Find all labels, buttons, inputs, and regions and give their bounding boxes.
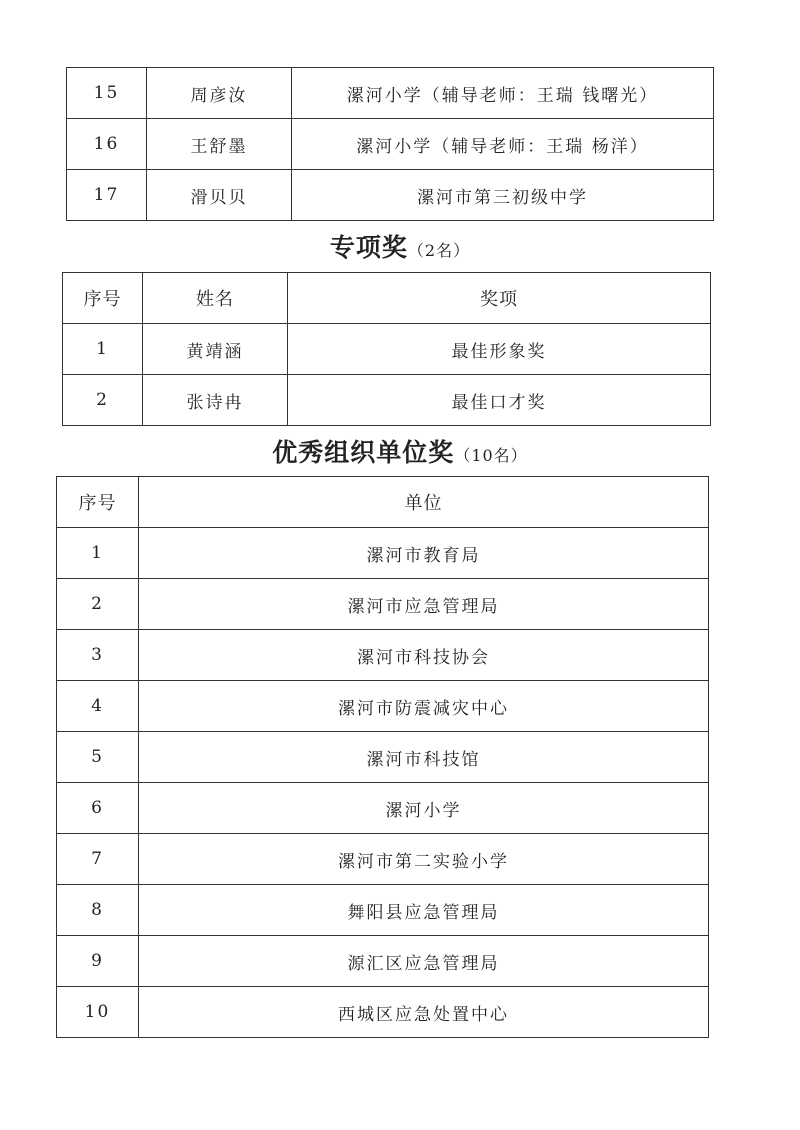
table-row <box>57 579 709 630</box>
organization-name: 舞阳县应急管理局 <box>139 885 709 936</box>
organization-award-heading <box>0 433 800 469</box>
row-number: 5 <box>57 732 139 783</box>
student-name: 周彦汝 <box>147 68 292 119</box>
header-name: 姓名 <box>143 273 288 324</box>
organization-name: 漯河市科技馆 <box>139 732 709 783</box>
table-row <box>57 732 709 783</box>
header-unit: 单位 <box>139 477 709 528</box>
row-number: 17 <box>67 170 147 221</box>
table-row <box>57 681 709 732</box>
table-row <box>57 834 709 885</box>
section-title: 专项奖 <box>329 233 408 262</box>
row-number: 1 <box>63 324 143 375</box>
row-number: 4 <box>57 681 139 732</box>
table-row <box>63 375 711 426</box>
student-name: 王舒墨 <box>147 119 292 170</box>
table-row <box>57 630 709 681</box>
organization-name: 漯河市科技协会 <box>139 630 709 681</box>
table-row <box>67 170 714 221</box>
row-number: 8 <box>57 885 139 936</box>
row-number: 16 <box>67 119 147 170</box>
organization-name: 漯河市第二实验小学 <box>139 834 709 885</box>
organization-name: 漯河小学 <box>139 783 709 834</box>
row-number: 2 <box>63 375 143 426</box>
row-number: 10 <box>57 987 139 1038</box>
organization-award-table <box>56 476 709 1038</box>
table-row <box>57 783 709 834</box>
school-unit: 漯河小学（辅导老师：王瑞 钱曙光） <box>292 68 714 119</box>
table-row <box>57 987 709 1038</box>
table-row <box>67 119 714 170</box>
organization-name: 漯河市教育局 <box>139 528 709 579</box>
student-name: 滑贝贝 <box>147 170 292 221</box>
school-unit: 漯河市第三初级中学 <box>292 170 714 221</box>
student-name: 黄靖涵 <box>143 324 288 375</box>
organization-name: 漯河市防震减灾中心 <box>139 681 709 732</box>
header-number: 序号 <box>63 273 143 324</box>
special-award-table <box>62 272 711 426</box>
table-row <box>57 936 709 987</box>
student-name: 张诗冉 <box>143 375 288 426</box>
section-title: 优秀组织单位奖 <box>272 438 455 467</box>
row-number: 7 <box>57 834 139 885</box>
row-number: 1 <box>57 528 139 579</box>
header-number: 序号 <box>57 477 139 528</box>
row-number: 3 <box>57 630 139 681</box>
table-row <box>57 885 709 936</box>
header-award: 奖项 <box>288 273 711 324</box>
award-name: 最佳形象奖 <box>288 324 711 375</box>
row-number: 9 <box>57 936 139 987</box>
section-count: （2名） <box>407 241 471 260</box>
organization-name: 西城区应急处置中心 <box>139 987 709 1038</box>
section-count: （10名） <box>454 446 528 465</box>
table-row <box>63 324 711 375</box>
table-row <box>67 68 714 119</box>
organization-name: 源汇区应急管理局 <box>139 936 709 987</box>
table-header-row <box>63 273 711 324</box>
school-unit: 漯河小学（辅导老师：王瑞 杨洋） <box>292 119 714 170</box>
row-number: 15 <box>67 68 147 119</box>
organization-name: 漯河市应急管理局 <box>139 579 709 630</box>
table-header-row <box>57 477 709 528</box>
row-number: 6 <box>57 783 139 834</box>
award-name: 最佳口才奖 <box>288 375 711 426</box>
award-table-continued <box>66 67 714 221</box>
table-row <box>57 528 709 579</box>
special-award-heading <box>0 228 800 264</box>
row-number: 2 <box>57 579 139 630</box>
